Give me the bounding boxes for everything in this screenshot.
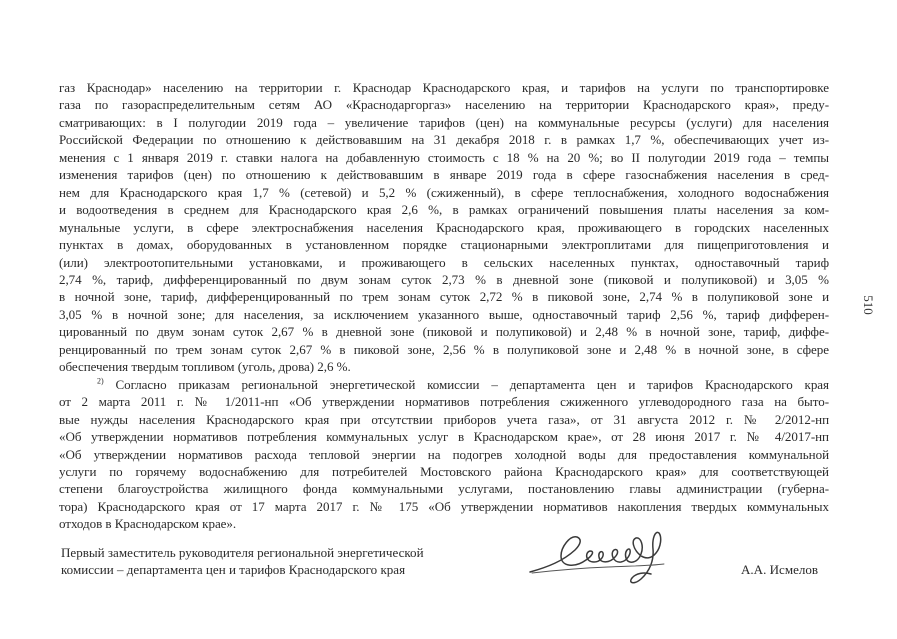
body-line: Российской Федерации по отношению к действовавшим на 31 декабря 2018 г. в рамках 1,7 %, обеспечивающих учет из-	[59, 132, 829, 148]
body-line: газа по газораспределительным сетям АО «Краснодаргоргаз» населению на территории Краснодарского края», преду-	[59, 97, 829, 113]
footnote-first-line	[59, 376, 829, 393]
document-body	[59, 79, 829, 533]
body-line: газ Краснодар» населению на территории г. Краснодар Краснодарского края, и тарифов на услуги по транспортировке	[59, 80, 829, 95]
footnote-line: степени благоустройства жилищного фонда коммунальными услугами, постановлению главы администрации (губерна-	[59, 481, 829, 497]
body-line: обеспечения твердым топливом (уголь, дрова) 2,6 %.	[59, 359, 351, 375]
footnote-line: от 2 марта 2011 г. № 1/2011-нп «Об утверждении нормативов потребления сжиженного углеводородного газа на быто-	[59, 394, 829, 410]
body-line: в ночной зоне, тариф, дифференцированный по трем зонам суток 2,72 % в пиковой зоне, 2,74 % в полупиковой зоне и	[59, 289, 829, 305]
body-line: ренцированный по трем зонам суток 2,67 % в пиковой зоне, 2,56 % в полупиковой зоне и 2,48 % в ночной зоне, в сфере	[59, 341, 829, 357]
footnote-marker: 2)	[97, 376, 104, 386]
body-line: мунальные услуги, в сфере электроснабжения населения Краснодарского края, проживающего в городских населенных	[59, 219, 829, 235]
footnote-line: услуги по горячему водоснабжению для потребителей Мостовского района Краснодарского края» для соответствующей	[59, 463, 829, 479]
body-line: цированный по двум зонам суток 2,67 % в дневной зоне (пиковой и полупиковой) и 2,48 % в ночной зоне, тариф, диффе-	[59, 324, 829, 340]
footnote-line-text: Согласно приказам региональной энергетической комиссии – департамента цен и тарифов Краснодарского края	[103, 376, 829, 392]
footnote-line: тора) Краснодарского края от 17 марта 2017 г. № 175 «Об утверждении нормативов накопления твердых коммунальных	[59, 498, 829, 514]
footnote-line: отходов в Краснодарском крае».	[59, 516, 237, 532]
body-line: изменения тарифов (цен) по отношению к действовавшим в январе 2019 года в сфере газоснабжения населения в сред-	[59, 167, 829, 183]
body-line: (или) электроотопительными установками, и проживающего в сельских населенных пунктах, одноставочный тариф	[59, 254, 829, 270]
footnote-line: «Об утверждении нормативов потребления коммунальных услуг в Краснодарском крае», от 28 июня 2017 г. № 4/2017-нп	[59, 429, 829, 445]
footnote-line: «Об утверждении нормативов расхода тепловой энергии на подогрев холодной воды для предоставления коммунальной	[59, 446, 829, 462]
signature-block	[61, 544, 821, 594]
handwritten-signature	[520, 529, 670, 587]
signer-title-line-2: комиссии – департамента цен и тарифов Краснодарского края	[61, 562, 406, 577]
body-line: 3,05 % в ночной зоне; для населения, за исключением указанного выше, одноставочный тариф 2,56 %, тариф дифферен-	[59, 306, 829, 322]
signer-title-line-1: Первый заместитель руководителя региональной энергетической	[61, 545, 424, 560]
body-line: сматривающих: в I полугодии 2019 года – увеличение тарифов (цен) на коммунальные ресурсы (услуги) для населения	[59, 114, 829, 130]
body-line: нем для Краснодарского края 1,7 % (сетевой) и 5,2 % (сжиженный), в сфере теплоснабжения, холодного водоснабжения	[59, 184, 829, 200]
body-line: 2,74 %, тариф, дифференцированный по двум зонам суток 2,73 % в дневной зоне (пиковой и полупиковой) и 3,05 %	[59, 271, 829, 287]
footnote-line: вые нужды населения Краснодарского края при отсутствии приборов учета газа», от 31 августа 2012 г. № 2/2012-нп	[59, 411, 829, 427]
page-number: 510	[861, 295, 876, 315]
body-line: пунктах в домах, оборудованных в установленном порядке стационарными электроплитами для пищеприготовления и	[59, 237, 829, 253]
signer-name: А.А. Исмелов	[741, 562, 819, 577]
body-line: менения с 1 января 2019 г. ставки налога на добавленную стоимость с 18 % на 20 %; во II полугодии 2019 года – темпы	[59, 149, 829, 165]
body-line: и водоотведения в среднем для Краснодарского края 2,6 %, в рамках ограничений повышения платы населения за ком-	[59, 202, 829, 218]
